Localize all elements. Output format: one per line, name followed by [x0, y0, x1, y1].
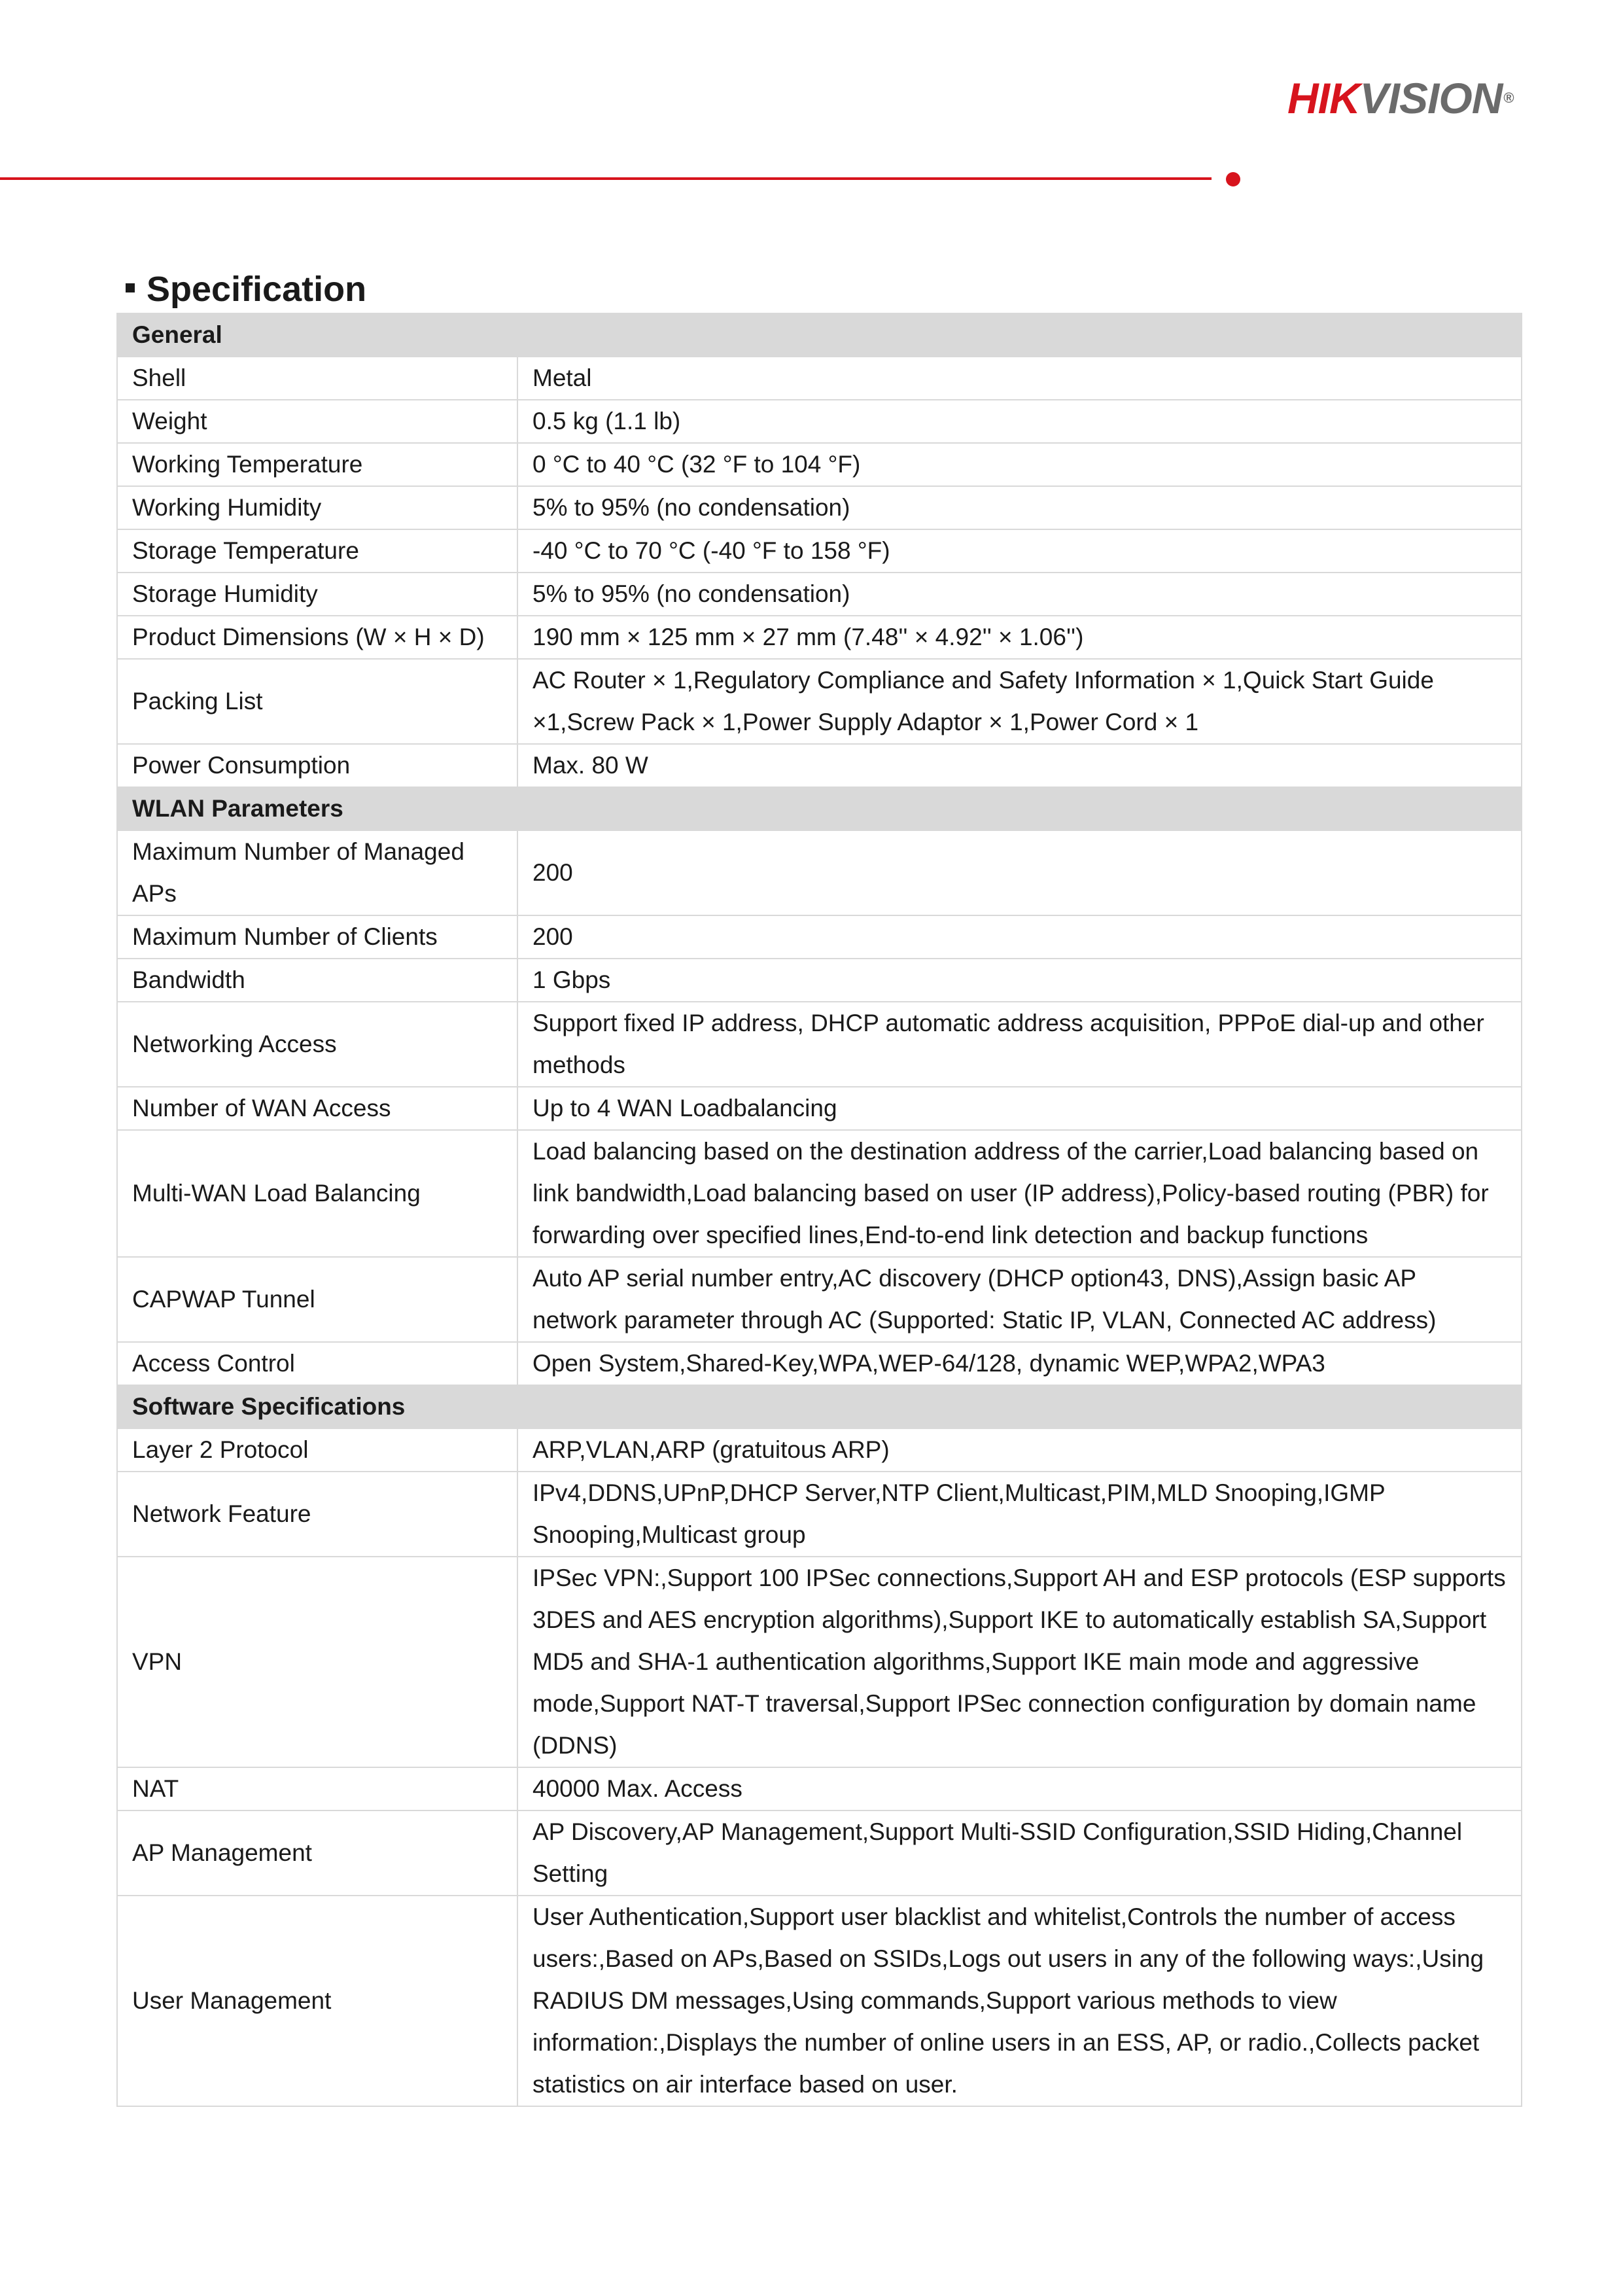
table-row — [117, 659, 1522, 744]
section-title: WLAN Parameters — [117, 787, 1522, 830]
table-row — [117, 959, 1522, 1002]
spec-value: AC Router × 1,Regulatory Compliance and Safety Information × 1,Quick Start Guide ×1,Screw Pack × 1,Power Supply Adaptor × 1,Power Cord × 1 — [517, 659, 1522, 744]
page-title — [126, 263, 366, 315]
spec-label: Bandwidth — [117, 959, 517, 1002]
table-row — [117, 357, 1522, 400]
table-row — [117, 573, 1522, 616]
spec-value: Metal — [517, 357, 1522, 400]
spec-label: Networking Access — [117, 1002, 517, 1087]
spec-label: Maximum Number of Clients — [117, 915, 517, 959]
table-row — [117, 443, 1522, 486]
section-header-row — [117, 313, 1522, 357]
table-row — [117, 915, 1522, 959]
table-row — [117, 1087, 1522, 1130]
spec-label: User Management — [117, 1896, 517, 2106]
table-row — [117, 1557, 1522, 1767]
spec-label: Working Temperature — [117, 443, 517, 486]
table-row — [117, 1130, 1522, 1257]
spec-label: Multi-WAN Load Balancing — [117, 1130, 517, 1257]
table-row — [117, 1257, 1522, 1342]
spec-value: Open System,Shared-Key,WPA,WEP-64/128, dynamic WEP,WPA2,WPA3 — [517, 1342, 1522, 1385]
spec-value: ARP,VLAN,ARP (gratuitous ARP) — [517, 1428, 1522, 1472]
spec-label: Number of WAN Access — [117, 1087, 517, 1130]
spec-value: Up to 4 WAN Loadbalancing — [517, 1087, 1522, 1130]
spec-value: AP Discovery,AP Management,Support Multi-SSID Configuration,SSID Hiding,Channel Setting — [517, 1810, 1522, 1896]
spec-label: Maximum Number of Managed APs — [117, 830, 517, 915]
spec-label: Network Feature — [117, 1472, 517, 1557]
spec-label: Access Control — [117, 1342, 517, 1385]
table-row — [117, 1767, 1522, 1810]
spec-label: Weight — [117, 400, 517, 443]
spec-value: User Authentication,Support user blacklist and whitelist,Controls the number of access users:,Based on APs,Based on SSIDs,Logs out users in any of the following ways:,Using RADIUS DM messages,Using commands,Support various methods to view information:,Displays the number of online users in an ESS, AP, or radio.,Collects packet statistics on air interface based on user. — [517, 1896, 1522, 2106]
spec-value: 200 — [517, 830, 1522, 915]
spec-label: Shell — [117, 357, 517, 400]
table-row — [117, 1428, 1522, 1472]
spec-value: Support fixed IP address, DHCP automatic address acquisition, PPPoE dial-up and other methods — [517, 1002, 1522, 1087]
section-header-row — [117, 1385, 1522, 1428]
specification-table-body — [117, 313, 1522, 2106]
spec-label: Power Consumption — [117, 744, 517, 787]
spec-label: CAPWAP Tunnel — [117, 1257, 517, 1342]
header-divider — [0, 177, 1212, 180]
table-row — [117, 1002, 1522, 1087]
spec-label: Working Humidity — [117, 486, 517, 529]
table-row — [117, 1472, 1522, 1557]
spec-value: 0 °C to 40 °C (32 °F to 104 °F) — [517, 443, 1522, 486]
table-row — [117, 1810, 1522, 1896]
spec-value: 190 mm × 125 mm × 27 mm (7.48'' × 4.92'' × 1.06'') — [517, 616, 1522, 659]
spec-value: Load balancing based on the destination address of the carrier,Load balancing based on link bandwidth,Load balancing based on user (IP address),Policy-based routing (PBR) for forwarding over specified lines,End-to-end link detection and backup functions — [517, 1130, 1522, 1257]
header-divider-dot — [1226, 172, 1240, 186]
spec-value: 5% to 95% (no condensation) — [517, 573, 1522, 616]
square-bullet-icon — [126, 283, 135, 292]
brand-name-part2: VISION — [1359, 74, 1503, 122]
table-row — [117, 744, 1522, 787]
spec-value: -40 °C to 70 °C (-40 °F to 158 °F) — [517, 529, 1522, 573]
spec-label: Product Dimensions (W × H × D) — [117, 616, 517, 659]
section-title: General — [117, 313, 1522, 357]
table-row — [117, 830, 1522, 915]
spec-value: 200 — [517, 915, 1522, 959]
spec-value: 40000 Max. Access — [517, 1767, 1522, 1810]
spec-value: 1 Gbps — [517, 959, 1522, 1002]
table-row — [117, 400, 1522, 443]
spec-label: Packing List — [117, 659, 517, 744]
table-row — [117, 529, 1522, 573]
brand-logo — [1287, 72, 1514, 124]
spec-value: 0.5 kg (1.1 lb) — [517, 400, 1522, 443]
spec-label: AP Management — [117, 1810, 517, 1896]
spec-value: IPSec VPN:,Support 100 IPSec connections,Support AH and ESP protocols (ESP supports 3DES and AES encryption algorithms),Support IKE to automatically establish SA,Support MD5 and SHA-1 authentication algorithms,Support IKE main mode and aggressive mode,Support NAT-T traversal,Support IPSec connection configuration by domain name (DDNS) — [517, 1557, 1522, 1767]
table-row — [117, 616, 1522, 659]
specification-table — [116, 313, 1522, 2107]
spec-label: Layer 2 Protocol — [117, 1428, 517, 1472]
spec-label: Storage Humidity — [117, 573, 517, 616]
registered-mark: ® — [1503, 90, 1514, 106]
table-row — [117, 1896, 1522, 2106]
spec-label: VPN — [117, 1557, 517, 1767]
spec-label: Storage Temperature — [117, 529, 517, 573]
page-title-text: Specification — [147, 270, 367, 309]
spec-value: IPv4,DDNS,UPnP,DHCP Server,NTP Client,Multicast,PIM,MLD Snooping,IGMP Snooping,Multicast group — [517, 1472, 1522, 1557]
section-title: Software Specifications — [117, 1385, 1522, 1428]
spec-label: NAT — [117, 1767, 517, 1810]
spec-value: Auto AP serial number entry,AC discovery (DHCP option43, DNS),Assign basic AP network parameter through AC (Supported: Static IP, VLAN, Connected AC address) — [517, 1257, 1522, 1342]
spec-value: 5% to 95% (no condensation) — [517, 486, 1522, 529]
spec-value: Max. 80 W — [517, 744, 1522, 787]
brand-name-part1: HIK — [1287, 74, 1360, 122]
section-header-row — [117, 787, 1522, 830]
table-row — [117, 486, 1522, 529]
table-row — [117, 1342, 1522, 1385]
